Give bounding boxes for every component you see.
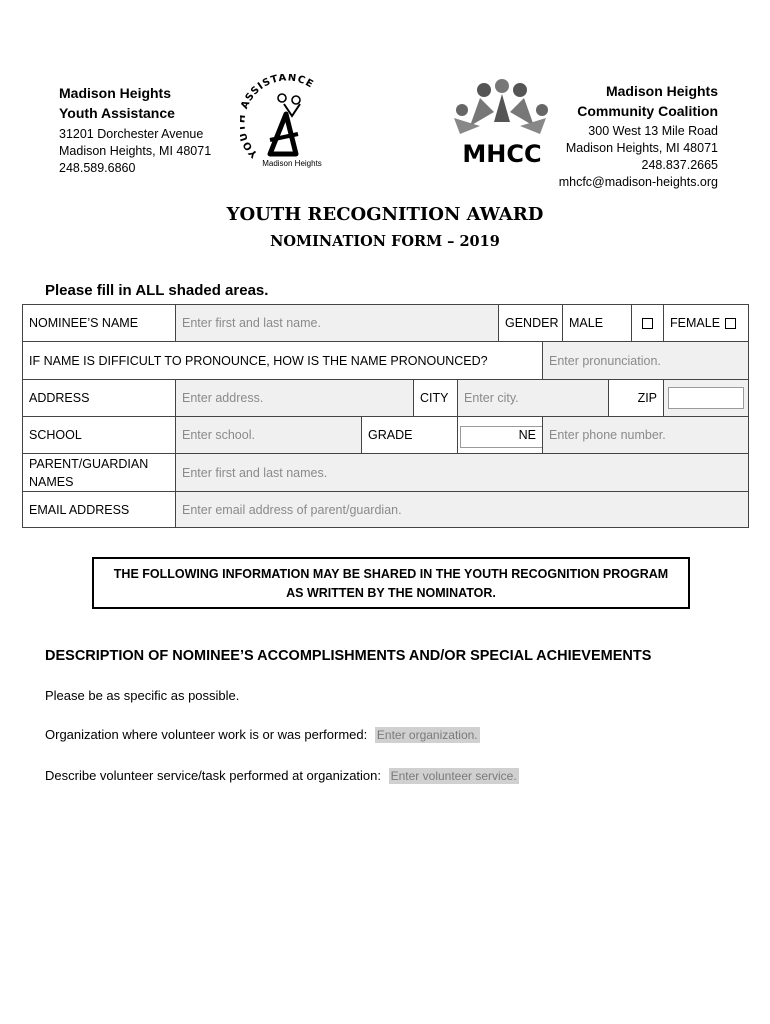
guardian-row [23, 454, 749, 492]
email-label: EMAIL ADDRESS [23, 492, 176, 528]
right-org-header [559, 81, 718, 191]
youth-assistance-logo-icon [240, 74, 324, 172]
school-row [23, 417, 749, 454]
mhcc-logo [450, 78, 550, 170]
description-heading: DESCRIPTION OF NOMINEE’S ACCOMPLISHMENTS AND/OR SPECIAL ACHIEVEMENTS [45, 648, 652, 664]
right-org-address2: Madison Heights, MI 48071 [565, 141, 718, 155]
logo-arc-text: YO ASSISTANCE [240, 74, 316, 160]
pronounce-input[interactable]: Enter pronunciation. [543, 342, 749, 380]
notice-line1: THE FOLLOWING INFORMATION MAY BE SHARED IN THE YOUTH RECOGNITION PROGRAM [113, 567, 669, 581]
nominee-input[interactable]: Enter first and last name. [176, 305, 499, 342]
notice-box [92, 557, 690, 609]
organization-input[interactable]: Enter organization. [376, 728, 478, 742]
nomination-form-table [22, 304, 749, 528]
nominee-label: NOMINEE’S NAME [23, 305, 176, 342]
service-input[interactable]: Enter volunteer service. [390, 769, 517, 783]
zip-input[interactable] [664, 380, 749, 417]
phone-label: NE [518, 428, 536, 442]
organization-row [45, 727, 480, 742]
address-row [23, 380, 749, 417]
male-label: MALE [563, 305, 632, 342]
guardian-label: PARENT/GUARDIAN NAMES [23, 454, 176, 492]
specific-instruction: Please be as specific as possible. [45, 688, 240, 703]
email-row [23, 492, 749, 528]
youth-assistance-logo [240, 74, 324, 172]
page-title: YOUTH RECOGNITION AWARD [226, 204, 544, 225]
organization-label: Organization where volunteer work is or was performed: [45, 727, 368, 742]
logo-caption: Madison Heights [262, 159, 322, 168]
email-input[interactable]: Enter email address of parent/guardian. [176, 492, 749, 528]
left-org-address2: Madison Heights, MI 48071 [59, 144, 212, 158]
city-input[interactable]: Enter city. [458, 380, 609, 417]
left-org-name-line1: Madison Heights [59, 85, 172, 101]
right-org-phone: 248.837.2665 [641, 158, 718, 172]
male-checkbox[interactable] [632, 305, 664, 342]
female-label: FEMALE [670, 316, 721, 330]
left-org-phone: 248.589.6860 [59, 161, 136, 175]
guardian-input[interactable]: Enter first and last names. [176, 454, 749, 492]
left-org-address1: 31201 Dorchester Avenue [59, 127, 204, 141]
instruction-text: Please fill in ALL shaded areas. [45, 282, 269, 299]
address-label: ADDRESS [23, 380, 176, 417]
nominee-row [23, 305, 749, 342]
city-label: CITY [414, 380, 458, 417]
school-input[interactable]: Enter school. [176, 417, 362, 454]
male-checkbox-icon [642, 318, 653, 329]
right-org-address1: 300 West 13 Mile Road [588, 124, 718, 138]
svg-text:YOUTH ASSISTANCE [240, 74, 316, 160]
service-row [45, 768, 519, 783]
female-option [664, 305, 749, 342]
pronounce-row [23, 342, 749, 380]
page-subtitle: NOMINATION FORM – 2019 [270, 233, 500, 250]
grade-label: GRADE [362, 417, 458, 454]
grade-phone-cell [458, 417, 543, 454]
phone-input[interactable]: Enter phone number. [543, 417, 749, 454]
zip-label: ZIP [609, 380, 664, 417]
female-checkbox[interactable] [725, 318, 736, 329]
left-org-header [59, 83, 211, 177]
service-label: Describe volunteer service/task performed at organization: [45, 768, 381, 783]
notice-line2: AS WRITTEN BY THE NOMINATOR. [286, 586, 496, 600]
gender-label: GENDER [499, 305, 563, 342]
right-org-email: mhcfc@madison-heights.org [558, 175, 718, 189]
right-org-name-line1: Madison Heights [605, 83, 718, 99]
right-org-name-line2: Community Coalition [577, 103, 718, 119]
zip-field[interactable] [668, 387, 744, 409]
mhcc-logo-icon [450, 78, 550, 170]
address-input[interactable]: Enter address. [176, 380, 414, 417]
school-label: SCHOOL [23, 417, 176, 454]
mhcc-logo-text: MHCC [462, 140, 542, 168]
pronounce-label: IF NAME IS DIFFICULT TO PRONOUNCE, HOW IS THE NAME PRONOUNCED? [23, 342, 543, 380]
left-org-name-line2: Youth Assistance [59, 105, 175, 121]
